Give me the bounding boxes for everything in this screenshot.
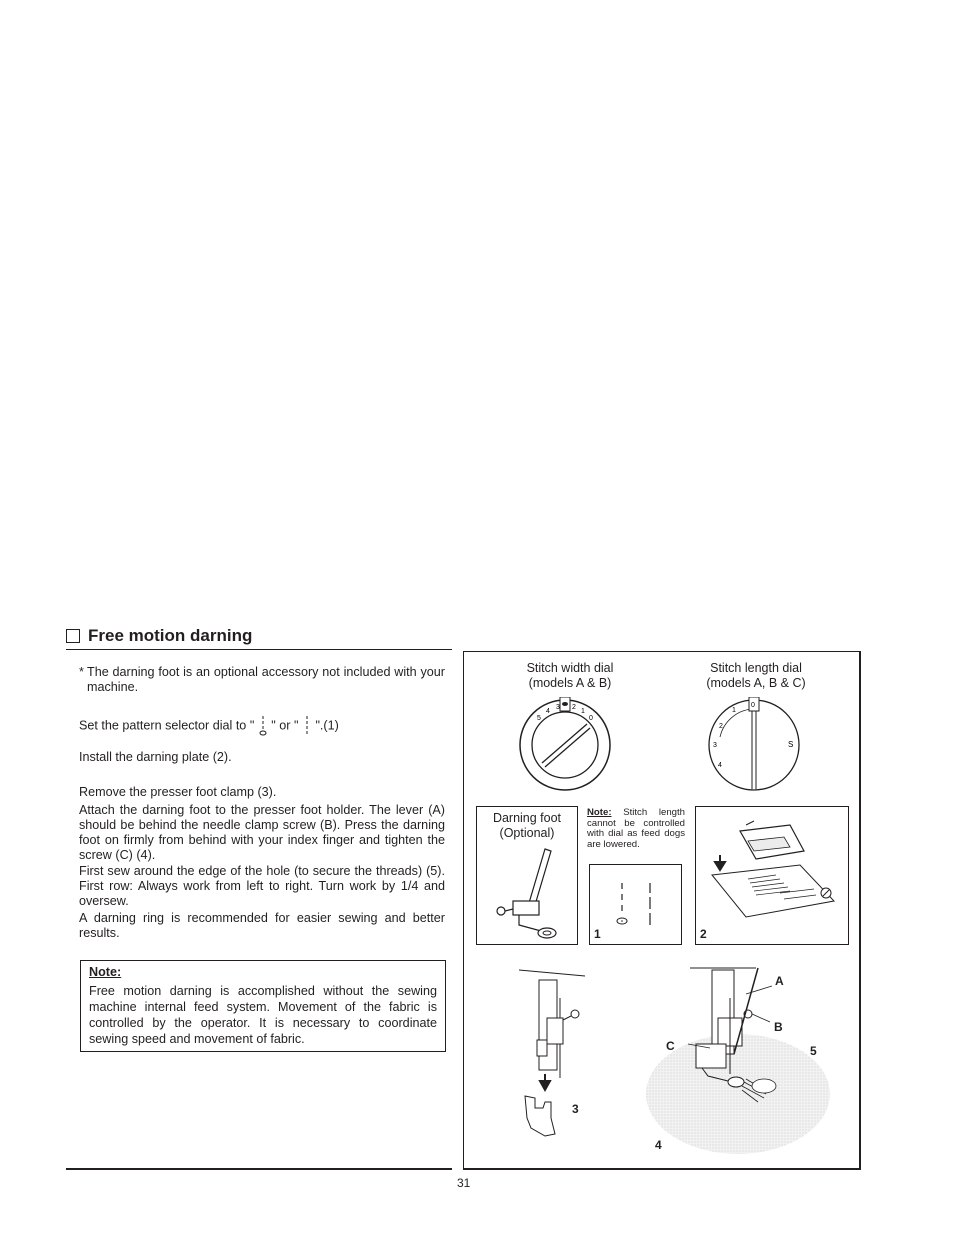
note-title: Note: bbox=[89, 965, 122, 979]
bottom-rule bbox=[66, 1168, 452, 1170]
length-dial-number: 4 bbox=[718, 762, 722, 769]
length-dial-number: S bbox=[788, 740, 794, 749]
figure-5-number: 5 bbox=[810, 1044, 817, 1058]
width-dial-number: 5 bbox=[537, 715, 541, 722]
darning-stitch-pattern-icon bbox=[258, 715, 268, 737]
caption-line: Stitch length dial bbox=[710, 661, 802, 675]
stitch-length-dial-caption bbox=[691, 661, 821, 691]
paragraph-first-sew: First sew around the edge of the hole (to secure the threads) (5). First row: Always work from left to right. Turn work by 1/4 and oversew. bbox=[79, 864, 445, 908]
heading-rule bbox=[66, 649, 452, 650]
darning-foot-box bbox=[476, 806, 578, 945]
caption-line: (Optional) bbox=[499, 826, 555, 840]
paragraph-text: " or " bbox=[271, 718, 299, 733]
figure-1-number: 1 bbox=[594, 927, 601, 941]
paragraph-pattern-selector bbox=[79, 715, 445, 737]
darning-foot-illustration bbox=[489, 845, 569, 941]
figure-3-number: 3 bbox=[572, 1102, 579, 1116]
darning-plate-illustration bbox=[704, 815, 844, 927]
figure-2-number: 2 bbox=[700, 927, 707, 941]
stitch-width-dial-illustration bbox=[517, 697, 613, 793]
darning-foot-installed-illustration bbox=[646, 964, 836, 1160]
paragraph-attach-foot: Attach the darning foot to the presser foot holder. The lever (A) should be behind the needle clamp screw (B). Press the darning foot on firmly from behind with your index finger and tighten the screw (C) (4). bbox=[79, 803, 445, 862]
small-note-title: Note: bbox=[587, 807, 612, 818]
paragraph-optional-accessory bbox=[79, 665, 445, 695]
width-dial-number: 4 bbox=[546, 708, 550, 715]
paragraph-text: The darning foot is an optional accessory not included with your machine. bbox=[87, 665, 445, 694]
paragraph-darning-plate: Install the darning plate (2). bbox=[79, 750, 232, 764]
label-a-lever: A bbox=[775, 974, 784, 988]
caption-line: (models A, B & C) bbox=[706, 676, 806, 690]
straight-stitch-pattern-icon bbox=[302, 715, 312, 737]
caption-line: Stitch width dial bbox=[526, 661, 614, 675]
caption-line: (models A & B) bbox=[528, 676, 612, 690]
paragraph-darning-ring: A darning ring is recommended for easier sewing and better results. bbox=[79, 911, 445, 940]
page-number: 31 bbox=[457, 1176, 471, 1190]
asterisk-marker: * bbox=[79, 665, 84, 679]
small-note-body: Stitch length cannot be controlled with dial as feed dogs are lowered. bbox=[587, 807, 685, 850]
note-body: Free motion darning is accomplished without the sewing machine internal feed system. Movement of the fabric is controlled by the operator. It is necessary to coordinate sewing speed and movement of fabric. bbox=[89, 984, 437, 1046]
section-heading bbox=[66, 626, 252, 646]
length-dial-number: 0 bbox=[751, 702, 755, 709]
stitch-width-dial-caption bbox=[505, 661, 635, 691]
width-dial-number: 0 bbox=[589, 715, 593, 722]
length-dial-number: 1 bbox=[732, 707, 736, 714]
paragraph-text: ".(1) bbox=[315, 718, 339, 733]
label-b-needle-clamp-screw: B bbox=[774, 1020, 783, 1034]
width-dial-number: 1 bbox=[581, 708, 585, 715]
paragraph-remove-clamp: Remove the presser foot clamp (3). bbox=[79, 785, 277, 799]
stitch-pattern-illustration bbox=[610, 881, 660, 929]
paragraph-text: Set the pattern selector dial to " bbox=[79, 718, 255, 733]
width-dial-number: 3 bbox=[556, 704, 560, 711]
caption-line: Darning foot bbox=[492, 811, 562, 825]
figure-1-box bbox=[589, 864, 682, 945]
stitch-length-dial-illustration bbox=[706, 697, 802, 793]
checkbox-square-icon bbox=[66, 629, 80, 643]
note-box bbox=[80, 960, 446, 1052]
length-dial-number: 2 bbox=[719, 723, 723, 730]
stitch-length-note bbox=[587, 808, 685, 850]
section-title: Free motion darning bbox=[88, 626, 253, 645]
figure-4-number: 4 bbox=[655, 1138, 662, 1152]
presser-foot-clamp-illustration bbox=[515, 968, 595, 1148]
width-dial-number: 2 bbox=[572, 704, 576, 711]
figure-2-box bbox=[695, 806, 849, 945]
length-dial-number: 3 bbox=[713, 742, 717, 749]
label-c-screw: C bbox=[666, 1039, 675, 1053]
